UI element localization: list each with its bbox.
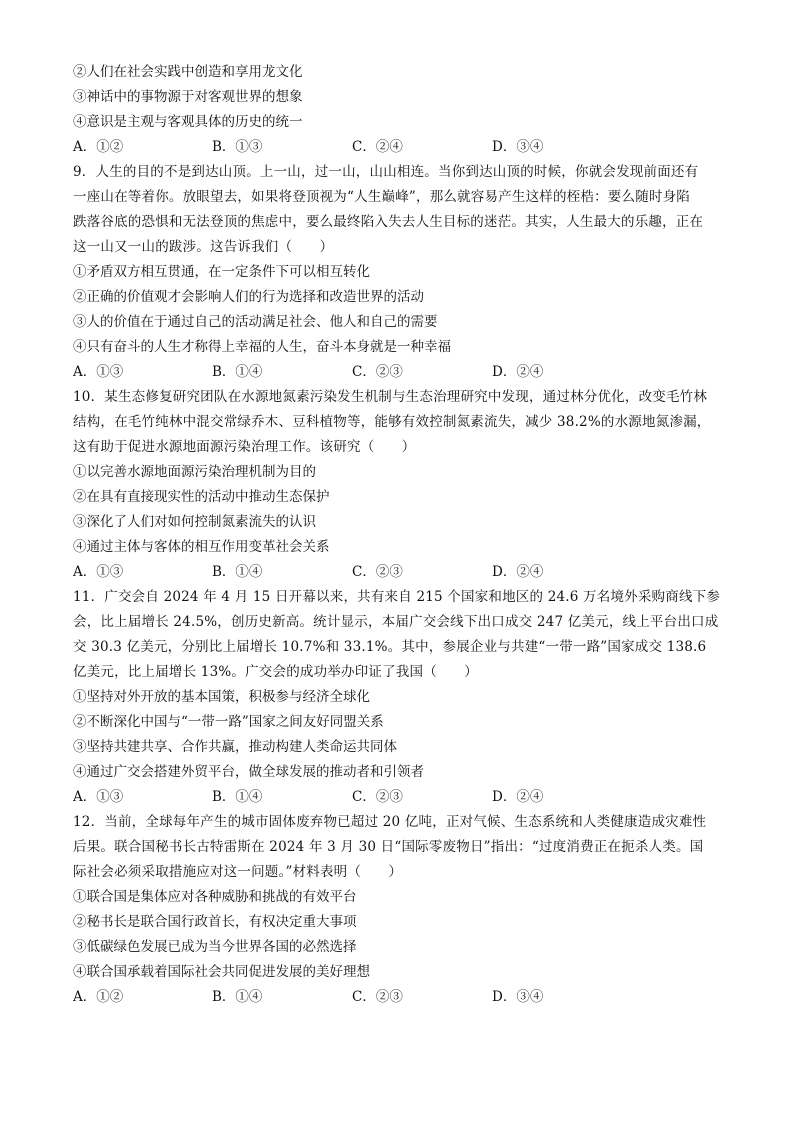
answer-d[interactable]: D．②④ (492, 789, 544, 805)
question-stem-line: 这有助于促进水源地面源污染治理工作。该研究（ ） (73, 439, 416, 455)
option-1: ①矛盾双方相互贯通，在一定条件下可以相互转化 (73, 264, 370, 280)
question-stem-line: 一座山在等着你。放眼望去，如果将登顶视为“人生巅峰”，那么就容易产生这样的桎梏：要么随时身陷 (73, 189, 691, 205)
question-stem-line: 9．人生的目的不是到达山顶。上一山，过一山，山山相连。当你到达山顶的时候，你就会发现前面还有 (73, 164, 699, 180)
answer-b[interactable]: B．①④ (212, 989, 263, 1005)
answer-b[interactable]: B．①③ (212, 139, 263, 155)
answer-c[interactable]: C．②③ (352, 989, 403, 1005)
option-1: ①联合国是集体应对各种威胁和挑战的有效平台 (73, 889, 357, 905)
answer-a[interactable]: A．①③ (73, 364, 124, 380)
option-3: ③神话中的事物源于对客观世界的想象 (73, 89, 303, 105)
answer-d[interactable]: D．③④ (492, 139, 544, 155)
option-1: ①以完善水源地面源污染治理机制为目的 (73, 464, 316, 480)
answer-a[interactable]: A．①③ (73, 789, 124, 805)
question-stem-line: 结构，在毛竹纯林中混交常绿乔木、豆科植物等，能够有效控制氮素流失，减少 38.2%的水源地氮渗漏， (73, 414, 711, 430)
option-1: ①坚持对外开放的基本国策，积极参与经济全球化 (73, 689, 370, 705)
question-stem-line: 际社会必须采取措施应对这一问题。”材料表明（ ） (73, 864, 403, 880)
option-4: ④意识是主观与客观具体的历史的统一 (73, 114, 303, 130)
answer-choices (73, 360, 723, 385)
answer-b[interactable]: B．①④ (212, 564, 263, 580)
answer-a[interactable]: A．①② (73, 139, 124, 155)
option-3: ③人的价值在于通过自己的活动满足社会、他人和自己的需要 (73, 314, 438, 330)
question-stem-line: 后果。联合国秘书长古特雷斯在 2024 年 3 月 30 日“国际零废物日”指出：“过度消费正在扼杀人类。国 (73, 839, 704, 855)
answer-choices (73, 135, 723, 160)
answer-b[interactable]: B．①④ (212, 364, 263, 380)
exam-page (73, 60, 723, 1010)
question-stem-line: 亿美元，比上届增长 13%。广交会的成功举办印证了我国（ ） (73, 664, 478, 680)
question-stem-line: 交 30.3 亿美元，分别比上届增长 10.7%和 33.1%。其中，参展企业与共建“一带一路”国家成交 138.6 (73, 639, 707, 655)
answer-choices (73, 560, 723, 585)
answer-d[interactable]: D．②④ (492, 364, 544, 380)
answer-a[interactable]: A．①③ (73, 564, 124, 580)
option-3: ③低碳绿色发展已成为当今世界各国的必然选择 (73, 939, 357, 955)
question-11 (73, 585, 723, 810)
option-4: ④通过主体与客体的相互作用变革社会关系 (73, 539, 330, 555)
question-stem-line: 这一山又一山的跋涉。这告诉我们（ ） (73, 239, 334, 255)
answer-d[interactable]: D．②④ (492, 564, 544, 580)
option-4: ④只有奋斗的人生才称得上幸福的人生，奋斗本身就是一种幸福 (73, 339, 451, 355)
answer-c[interactable]: C．②④ (352, 139, 403, 155)
question-stem-line: 12．当前，全球每年产生的城市固体废弃物已超过 20 亿吨，正对气候、生态系统和人类健康造成灾难性 (73, 814, 707, 830)
answer-d[interactable]: D．③④ (492, 989, 544, 1005)
question-stem-line: 10．某生态修复研究团队在水源地氮素污染发生机制与生态治理研究中发现，通过林分优化，改变毛竹林 (73, 389, 708, 405)
option-2: ②在具有直接现实性的活动中推动生态保护 (73, 489, 330, 505)
question-9 (73, 160, 723, 385)
answer-b[interactable]: B．①④ (212, 789, 263, 805)
answer-a[interactable]: A．①② (73, 989, 124, 1005)
option-2: ②人们在社会实践中创造和享用龙文化 (73, 64, 303, 80)
question-stem-line: 跌落谷底的恐惧和无法登顶的焦虑中，要么最终陷入失去人生目标的迷茫。其实，人生最大的乐趣，正在 (73, 214, 704, 230)
option-2: ②正确的价值观才会影响人们的行为选择和改造世界的活动 (73, 289, 424, 305)
question-12 (73, 810, 723, 1010)
question-8-tail (73, 60, 723, 160)
option-4: ④通过广交会搭建外贸平台，做全球发展的推动者和引领者 (73, 764, 424, 780)
answer-c[interactable]: C．②③ (352, 789, 403, 805)
option-4: ④联合国承载着国际社会共同促进发展的美好理想 (73, 964, 370, 980)
question-stem-line: 会，比上届增长 24.5%，创历史新高。统计显示，本届广交会线下出口成交 247 亿美元，线上平台出口成 (73, 614, 719, 630)
question-10 (73, 385, 723, 585)
option-3: ③深化了人们对如何控制氮素流失的认识 (73, 514, 316, 530)
answer-c[interactable]: C．②③ (352, 364, 403, 380)
answer-choices (73, 985, 723, 1010)
option-2: ②秘书长是联合国行政首长，有权决定重大事项 (73, 914, 357, 930)
answer-c[interactable]: C．②③ (352, 564, 403, 580)
option-2: ②不断深化中国与“一带一路”国家之间友好同盟关系 (73, 714, 384, 730)
question-stem-line: 11．广交会自 2024 年 4 月 15 日开幕以来，共有来自 215 个国家和地区的 24.6 万名境外采购商线下参 (73, 589, 721, 605)
option-3: ③坚持共建共享、合作共赢，推动构建人类命运共同体 (73, 739, 397, 755)
answer-choices (73, 785, 723, 810)
